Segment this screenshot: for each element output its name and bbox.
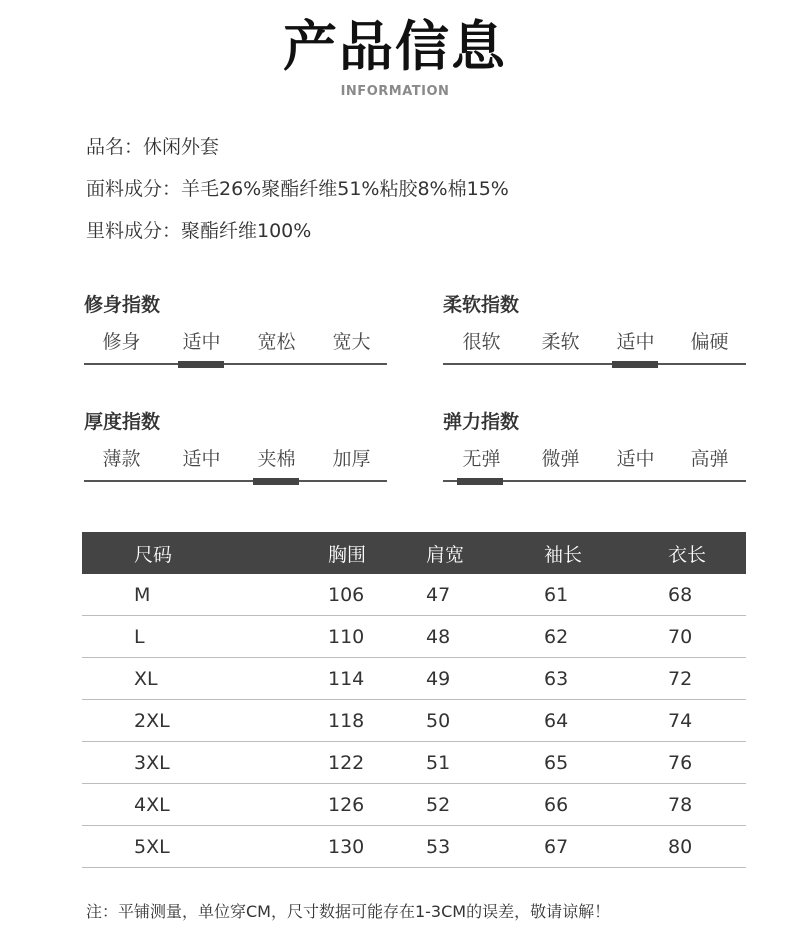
cell-chest: 126 [274, 784, 392, 826]
measurement-note: 注：平铺测量，单位穿CM，尺寸数据可能存在1-3CM的误差，敬请谅解！ [86, 902, 611, 921]
cell-chest: 110 [274, 616, 392, 658]
softness-option: 偏硬 [690, 331, 729, 353]
thickness-option: 加厚 [332, 448, 371, 470]
softness-option: 适中 [616, 331, 655, 353]
cell-chest: 118 [274, 700, 392, 742]
page-title: 产品信息 [283, 15, 507, 78]
header-length: 衣长 [628, 532, 746, 574]
cell-size: L [82, 616, 274, 658]
elasticity-index-scale [443, 446, 746, 482]
elasticity-option: 无弹 [462, 448, 501, 470]
thickness-option: 适中 [182, 448, 221, 470]
softness-option: 柔软 [541, 331, 580, 353]
fit-selected-marker [178, 361, 224, 368]
cell-length: 80 [628, 826, 746, 868]
table-row [82, 700, 746, 742]
lining-composition: 里料成分：聚酯纤维100% [86, 220, 312, 242]
cell-size: XL [82, 658, 274, 700]
cell-sleeve: 67 [510, 826, 628, 868]
elasticity-index [443, 408, 746, 482]
cell-sleeve: 66 [510, 784, 628, 826]
fit-index [84, 291, 387, 365]
page-subtitle: INFORMATION [340, 84, 450, 99]
elasticity-selected-marker [457, 478, 503, 485]
elasticity-index-title: 弹力指数 [443, 411, 520, 433]
fit-index-scale [84, 329, 387, 365]
thickness-selected-marker [253, 478, 299, 485]
cell-length: 70 [628, 616, 746, 658]
elasticity-option: 高弹 [690, 448, 729, 470]
cell-size: 2XL [82, 700, 274, 742]
cell-shoulder: 53 [392, 826, 510, 868]
cell-sleeve: 61 [510, 574, 628, 616]
table-row [82, 658, 746, 700]
cell-length: 78 [628, 784, 746, 826]
header-sleeve: 袖长 [510, 532, 628, 574]
cell-sleeve: 65 [510, 742, 628, 784]
elasticity-option: 适中 [616, 448, 655, 470]
cell-length: 72 [628, 658, 746, 700]
cell-shoulder: 47 [392, 574, 510, 616]
thickness-option: 夹棉 [257, 448, 296, 470]
cell-shoulder: 48 [392, 616, 510, 658]
thickness-index [84, 408, 387, 482]
cell-shoulder: 51 [392, 742, 510, 784]
table-row [82, 616, 746, 658]
thickness-option: 薄款 [102, 448, 141, 470]
softness-index [443, 291, 746, 365]
softness-index-scale [443, 329, 746, 365]
softness-index-title: 柔软指数 [443, 294, 520, 316]
softness-selected-marker [612, 361, 658, 368]
cell-sleeve: 64 [510, 700, 628, 742]
cell-chest: 114 [274, 658, 392, 700]
cell-size: 4XL [82, 784, 274, 826]
header-size: 尺码 [82, 532, 274, 574]
fit-option: 修身 [102, 331, 141, 353]
cell-chest: 106 [274, 574, 392, 616]
table-row [82, 742, 746, 784]
table-row [82, 574, 746, 616]
cell-size: 3XL [82, 742, 274, 784]
product-name: 品名：休闲外套 [86, 136, 220, 158]
thickness-index-scale [84, 446, 387, 482]
header-shoulder: 肩宽 [392, 532, 510, 574]
fit-option: 宽松 [257, 331, 296, 353]
table-row [82, 784, 746, 826]
fit-option: 宽大 [332, 331, 371, 353]
cell-shoulder: 49 [392, 658, 510, 700]
cell-shoulder: 50 [392, 700, 510, 742]
cell-size: M [82, 574, 274, 616]
cell-sleeve: 63 [510, 658, 628, 700]
table-row [82, 826, 746, 868]
cell-shoulder: 52 [392, 784, 510, 826]
cell-length: 76 [628, 742, 746, 784]
cell-sleeve: 62 [510, 616, 628, 658]
fit-option: 适中 [182, 331, 221, 353]
cell-length: 68 [628, 574, 746, 616]
cell-length: 74 [628, 700, 746, 742]
cell-size: 5XL [82, 826, 274, 868]
fit-index-title: 修身指数 [84, 294, 161, 316]
softness-option: 很软 [462, 331, 501, 353]
elasticity-option: 微弹 [541, 448, 580, 470]
header-chest: 胸围 [274, 532, 392, 574]
size-table [82, 532, 746, 868]
cell-chest: 122 [274, 742, 392, 784]
cell-chest: 130 [274, 826, 392, 868]
thickness-index-title: 厚度指数 [84, 411, 161, 433]
fabric-composition: 面料成分：羊毛26%聚酯纤维51%粘胶8%棉15% [86, 178, 509, 200]
size-table-header [82, 532, 746, 574]
